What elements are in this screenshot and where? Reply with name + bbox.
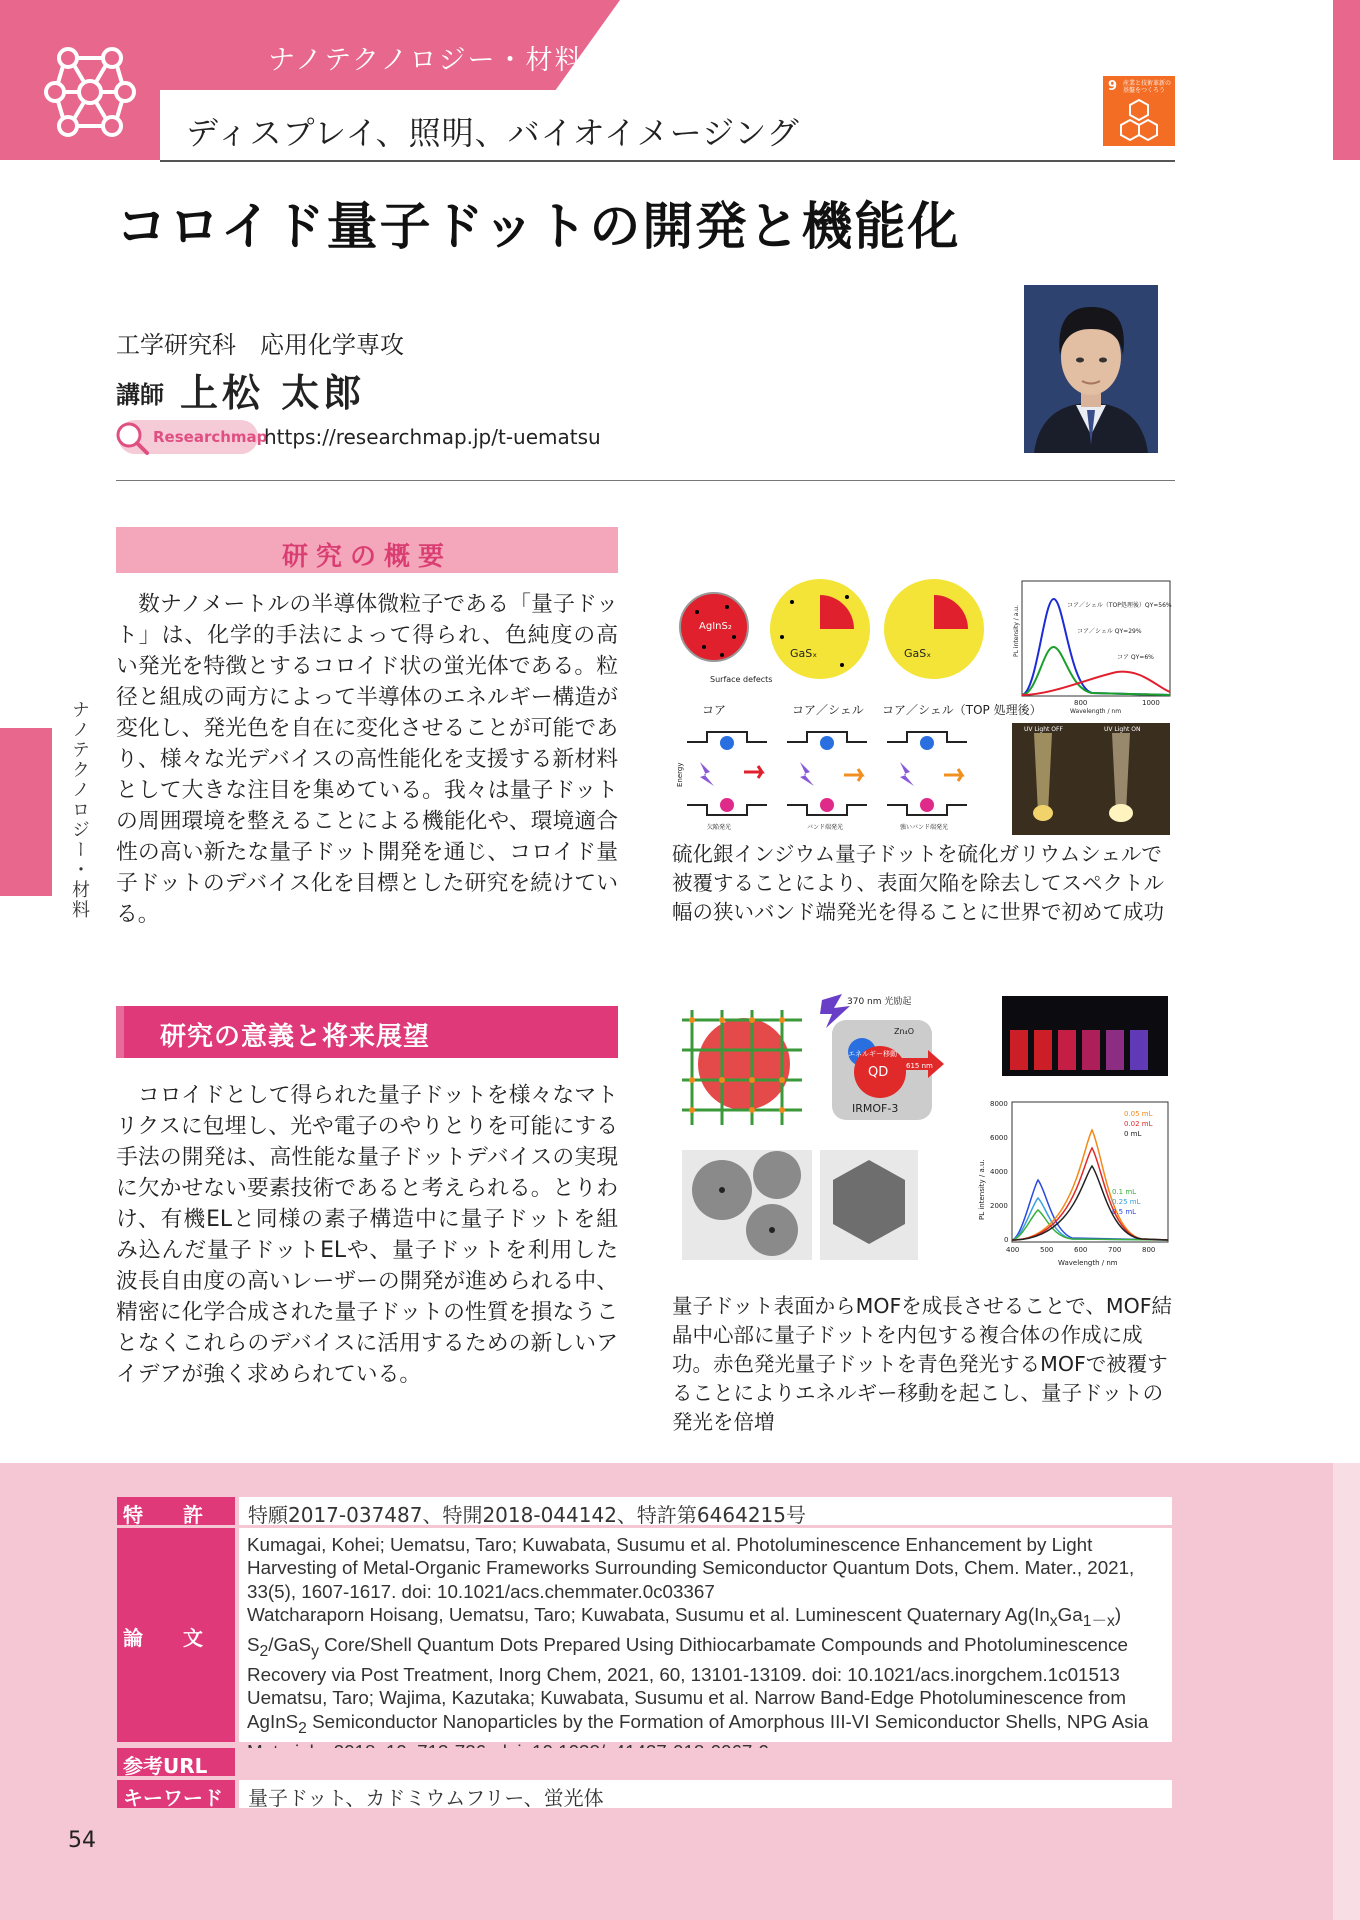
paper-value-box xyxy=(239,1528,1172,1742)
section-significance-text: コロイドとして得られた量子ドットを様々なマトリクスに包埋し、光や電子のやりとりを可能にする手法の開発は、高性能な量子ドットデバイスの実現に欠かせない要素技術であると考えられる。とりわけ、有機ELと同様の素子構造中に量子ドットを組み込んだ量子ドットELや、量子ドットを利用した波長自由度の高いレーザーの開発が進められる中、精密に化学合成された量子ドットの性質を損なうことなくこれらのデバイスに活用するための新しいアイデアが強く求められている。 xyxy=(116,1083,618,1387)
label-surface-defects: Surface defects xyxy=(710,675,773,684)
x-tick-400: 400 xyxy=(1006,1246,1020,1254)
researchmap-url[interactable]: https://researchmap.jp/t-uematsu xyxy=(264,425,601,449)
y-tick-8000: 8000 xyxy=(990,1100,1008,1108)
page-edge-tab xyxy=(1333,0,1360,160)
y-tick-6000: 6000 xyxy=(990,1134,1008,1142)
author-divider xyxy=(116,480,1175,481)
section-significance-title: 研究の意義と将来展望 xyxy=(160,1022,431,1052)
url-label-box xyxy=(117,1748,235,1776)
sdg-number: 9 xyxy=(1108,79,1118,94)
page-subtitle: ディスプレイ、照明、バイオイメージング xyxy=(186,114,800,152)
paper-label-box xyxy=(117,1528,235,1742)
patent-label-box xyxy=(117,1497,235,1525)
author-photo xyxy=(1024,285,1158,453)
irmof3-label: IRMOF-3 xyxy=(852,1102,899,1115)
emission-label: 615 nm xyxy=(906,1062,933,1070)
patent-text: 特願2017-037487、特開2018-044142、特許第6464215号 xyxy=(248,1503,806,1527)
patent-label: 特 許 xyxy=(123,1503,203,1527)
wavelength-label-2: Wavelength / nm xyxy=(1058,1259,1118,1267)
researchmap-label[interactable]: Researchmap xyxy=(153,428,268,446)
qd-sphere xyxy=(698,1018,790,1110)
section-header-accent xyxy=(116,1006,124,1058)
label-gas-2: GaSₓ xyxy=(904,647,932,660)
label-gas-1: GaSₓ xyxy=(790,647,818,660)
keyword-value-box xyxy=(239,1780,1172,1808)
department: 工学研究科 応用化学専攻 xyxy=(116,331,404,359)
legend-core: コア QY=6% xyxy=(1117,654,1154,661)
keywords-text: 量子ドット、カドミウムフリー、蛍光体 xyxy=(248,1786,604,1810)
x-tick-600: 600 xyxy=(1074,1246,1088,1254)
footer-edge xyxy=(1333,1463,1360,1920)
side-tab xyxy=(0,728,52,896)
author-role: 講師 xyxy=(116,381,164,409)
qd-label: QD xyxy=(868,1065,889,1080)
figure2-caption: 量子ドット表面からMOFを成長させることで、MOF結晶中心部に量子ドットを内包する複合体の作成に成功。赤色発光量子ドットを青色発光するMOFで被覆することによりエネルギー移動を起こし、量子ドットの発光を倍増 xyxy=(672,1294,1172,1434)
legend-025: 0.25 mL xyxy=(1112,1198,1141,1206)
y-tick-4000: 4000 xyxy=(990,1168,1008,1176)
figure1-caption: 硫化銀インジウム量子ドットを硫化ガリウムシェルで被覆することにより、表面欠陥を除去してスペクトル幅の狭いバンド端発光を得ることに世界で初めて成功 xyxy=(672,842,1164,924)
paper-3: Uematsu, Taro; Wajima, Kazutaka; Kuwabata, Susumu et al. Narrow Band-Edge Photoluminescence from AgInS$_2$ Semiconductor Nanoparticles by the Formation of Amorphous III-VI Semiconductor Shells, NPG Asia xyxy=(247,1687,1149,1737)
legend-0: 0 mL xyxy=(1124,1130,1142,1138)
legend-05: 0.5 mL xyxy=(1112,1208,1137,1216)
page-title: コロイド量子ドットの開発と機能化 xyxy=(116,198,961,257)
x-tick-700: 700 xyxy=(1108,1246,1122,1254)
energy-axis-label: Energy xyxy=(676,762,684,787)
header-divider xyxy=(160,160,1175,162)
excitation-label: 370 nm 光励起 xyxy=(847,997,912,1007)
label-strong-band-edge: 強いバンド端発光 xyxy=(900,824,949,831)
magnifier-icon xyxy=(112,418,152,458)
legend-005: 0.05 mL xyxy=(1124,1110,1153,1118)
label-core: コア xyxy=(702,703,727,717)
uv-off-label: UV Light OFF xyxy=(1024,726,1063,733)
pl-axis-label: PL intensity / a.u. xyxy=(1013,604,1020,657)
section-overview-text: 数ナノメートルの半導体微粒子である「量子ドット」は、化学的手法によって得られ、色純度の高い発光を特徴とするコロイド状の蛍光体である。粒径と組成の両方によって半導体のエネルギー構造が変化し、発光色を自在に変化させることが可能であり、様々な光デバイスの高性能化を支援する新材料として大きな注目を集めている。我々は量子ドットの周囲環境を整えることによる機能化や、環境適合性の高い新たな量子ドット開発を通じ、コロイド量子ドットのデバイス化を目標とした研究を続けている。 xyxy=(116,592,618,927)
y-tick-0: 0 xyxy=(1004,1236,1009,1244)
wavelength-axis-label: Wavelength / nm xyxy=(1070,708,1122,715)
x-tick-800: 800 xyxy=(1142,1246,1156,1254)
side-category-label: ナノテクノロジー・材料 xyxy=(69,700,90,920)
tick-1000: 1000 xyxy=(1142,699,1160,707)
section-overview-title: 研究の概要 xyxy=(281,542,452,572)
figure-agins2-quantum-dots xyxy=(672,577,1174,839)
nanotech-icon xyxy=(0,0,160,160)
x-tick-500: 500 xyxy=(1040,1246,1054,1254)
keyword-label-box xyxy=(117,1780,235,1808)
url-value-box xyxy=(239,1748,1172,1776)
sdg-badge xyxy=(1103,76,1175,146)
figure-mof-quantum-dots xyxy=(672,990,1174,1282)
page-number: 54 xyxy=(68,1828,96,1853)
url-label: 参考URL xyxy=(123,1754,208,1778)
patent-value-box xyxy=(239,1497,1172,1525)
legend-core-shell: コア／シェル QY=29% xyxy=(1077,628,1142,635)
author-name: 上松 太郎 xyxy=(180,371,366,415)
label-agins2-core: AgInS₂ xyxy=(699,621,732,632)
paper-list xyxy=(247,1533,1169,1763)
legend-002: 0.02 mL xyxy=(1124,1120,1153,1128)
sdg-goal-text: 産業と技術革新の基盤をつくろう xyxy=(1123,80,1172,94)
label-core-shell: コア／シェル xyxy=(792,703,864,717)
keyword-label: キーワード xyxy=(123,1786,223,1810)
category-badge xyxy=(0,0,160,160)
legend-01: 0.1 mL xyxy=(1112,1188,1137,1196)
y-tick-2000: 2000 xyxy=(990,1202,1008,1210)
paper-2: Watcharaporn Hoisang, Uematsu, Taro; Kuwabata, Susumu et al. Luminescent Quaternary $Ag(In_xGa_{1-x})$ $S_2/GaS_y$ Core/Shell Quantum Dots Prepared Using Dithiocarbamate Compounds and Photoluminescence Recovery via Post Treatment, Inorg Chem, 2021, 60, 13101-13109. doi: 10.1021/acs.inorgchem.1c01513 xyxy=(247,1603,1128,1685)
label-band-edge-emission: バンド端発光 xyxy=(807,824,844,831)
paper-label: 論 文 xyxy=(123,1626,203,1650)
legend-top: コア／シェル（TOP処理後）QY=56% xyxy=(1067,602,1172,609)
energy-transfer-label: エネルギー移動 xyxy=(848,1050,897,1058)
label-defect-emission: 欠陥発光 xyxy=(707,824,732,831)
tick-800: 800 xyxy=(1074,699,1088,707)
category-label: ナノテクノロジー・材料 xyxy=(268,45,584,76)
uv-on-label: UV Light ON xyxy=(1104,726,1141,733)
zn4o-label: Zn₄O xyxy=(894,1027,915,1036)
cubes-icon xyxy=(1103,76,1175,146)
label-core-shell-top: コア／シェル（TOP 処理後） xyxy=(882,703,1042,717)
pl-label-2: PL intensity / a.u. xyxy=(978,1159,986,1220)
paper-1: Kumagai, Kohei; Uematsu, Taro; Kuwabata, Susumu et al. Photoluminescence Enhancement by Light Harvesting of Metal-Organic Frameworks Surrounding Semiconductor Quantum Dots, Chem. Mater., 2021, 33(5), 1607-1617. doi: 10.1021/acs.chemmater.0c03367 xyxy=(247,1534,1135,1602)
